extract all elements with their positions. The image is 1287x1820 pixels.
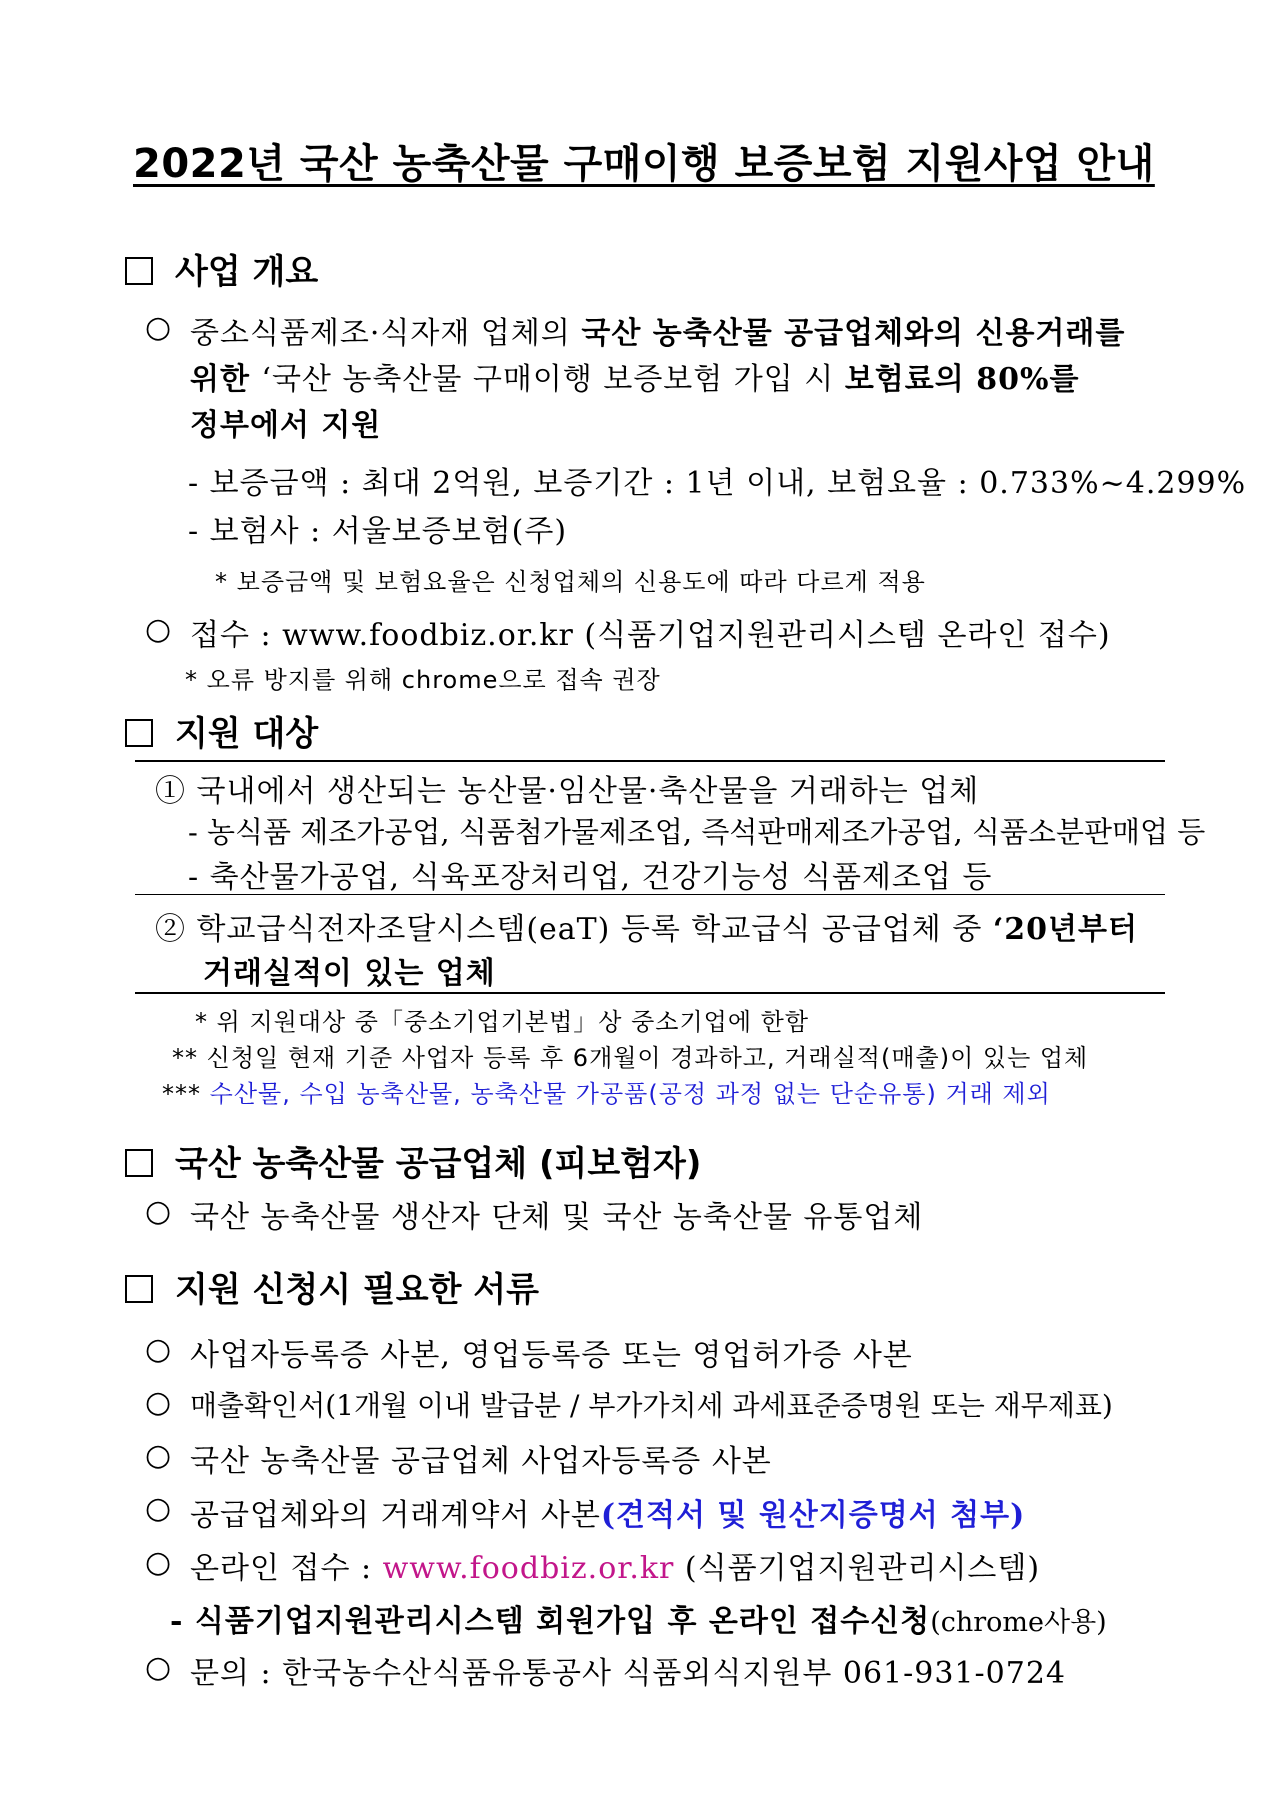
contact-line: 문의 : 한국농수산식품유통공사 식품외식지원부 061-931-0724 xyxy=(190,1656,1066,1691)
bullet-symbol: ○ xyxy=(145,1385,173,1420)
eligibility-item-1-sub2: - 축산물가공업, 식육포장처리업, 건강기능성 식품제조업 등 xyxy=(188,860,993,895)
overview-line2: 위한 ‘국산 농축산물 구매이행 보증보험 가입 시 보험료의 80%를 xyxy=(190,362,1080,397)
supplier-line: 국산 농축산물 생산자 단체 및 국산 농축산물 유통업체 xyxy=(190,1200,924,1235)
bullet-symbol: ○ xyxy=(145,1650,173,1685)
table-divider xyxy=(135,894,1165,895)
section-heading-overview: 사업 개요 xyxy=(125,244,318,293)
checkbox-icon xyxy=(125,257,153,285)
bullet-symbol: ○ xyxy=(145,310,173,345)
document-item-3: 국산 농축산물 공급업체 사업자등록증 사본 xyxy=(190,1444,772,1479)
eligibility-note-2: ** 신청일 현재 기준 사업자 등록 후 6개월이 경과하고, 거래실적(매출)이 있는 업체 xyxy=(172,1044,1089,1072)
guarantee-details: - 보증금액 : 최대 2억원, 보증기간 : 1년 이내, 보험요율 : 0.733%~4.299% xyxy=(188,466,1247,501)
bullet-symbol: ○ xyxy=(145,1545,173,1580)
document-item-5-sub: - 식품기업지원관리시스템 회원가입 후 온라인 접수신청(chrome사용) xyxy=(170,1604,1107,1639)
bullet-symbol: ○ xyxy=(145,1438,173,1473)
eligibility-item-1: ① 국내에서 생산되는 농산물·임산물·축산물을 거래하는 업체 xyxy=(155,774,980,809)
application-url-line: 접수 : www.foodbiz.or.kr (식품기업지원관리시스템 온라인 접수) xyxy=(190,618,1111,653)
bullet-symbol: ○ xyxy=(145,1491,173,1526)
eligibility-item-2-line2: 거래실적이 있는 업체 xyxy=(203,956,496,991)
checkbox-icon xyxy=(125,1149,153,1177)
insurer-line: - 보험사 : 서울보증보험(주) xyxy=(188,514,568,549)
eligibility-item-2-line1: ② 학교급식전자조달시스템(eaT) 등록 학교급식 공급업체 중 ‘20년부터 xyxy=(155,912,1138,947)
document-item-1: 사업자등록증 사본, 영업등록증 또는 영업허가증 사본 xyxy=(190,1338,913,1373)
eligibility-note-1: * 위 지원대상 중「중소기업기본법」상 중소기업에 한함 xyxy=(195,1008,810,1036)
page-title: 2022년 국산 농축산물 구매이행 보증보험 지원사업 안내 xyxy=(133,141,1155,187)
table-top-border xyxy=(135,760,1165,762)
checkbox-icon xyxy=(125,719,153,747)
foodbiz-link[interactable]: www.foodbiz.or.kr xyxy=(382,1551,675,1586)
bullet-symbol: ○ xyxy=(145,1332,173,1367)
document-item-2: 매출확인서(1개월 이내 발급분 / 부가가치세 과세표준증명원 또는 재무제표) xyxy=(190,1389,1113,1422)
document-item-4: 공급업체와의 거래계약서 사본(견적서 및 원산지증명서 첨부) xyxy=(190,1498,1026,1533)
section-heading-supplier: 국산 농축산물 공급업체 (피보험자) xyxy=(125,1136,701,1185)
section-heading-eligibility: 지원 대상 xyxy=(125,706,318,755)
overview-note: * 보증금액 및 보험요율은 신청업체의 신용도에 따라 다르게 적용 xyxy=(215,568,926,596)
section-heading-documents: 지원 신청시 필요한 서류 xyxy=(125,1262,539,1311)
document-item-5: 온라인 접수 : www.foodbiz.or.kr (식품기업지원관리시스템) xyxy=(190,1551,1041,1586)
table-bottom-border xyxy=(135,992,1165,994)
bullet-symbol: ○ xyxy=(145,612,173,647)
bullet-symbol: ○ xyxy=(145,1194,173,1229)
overview-line1: 중소식품제조·식자재 업체의 국산 농축산물 공급업체와의 신용거래를 xyxy=(190,316,1126,351)
checkbox-icon xyxy=(125,1275,153,1303)
eligibility-note-3: *** 수산물, 수입 농축산물, 농축산물 가공품(공정 과정 없는 단순유통) 거래 제외 xyxy=(162,1080,1051,1108)
overview-line3: 정부에서 지원 xyxy=(190,408,382,443)
eligibility-item-1-sub1: - 농식품 제조가공업, 식품첨가물제조업, 즉석판매제조가공업, 식품소분판매업 등 xyxy=(188,815,1206,849)
chrome-note: * 오류 방지를 위해 chrome으로 접속 권장 xyxy=(185,666,661,694)
